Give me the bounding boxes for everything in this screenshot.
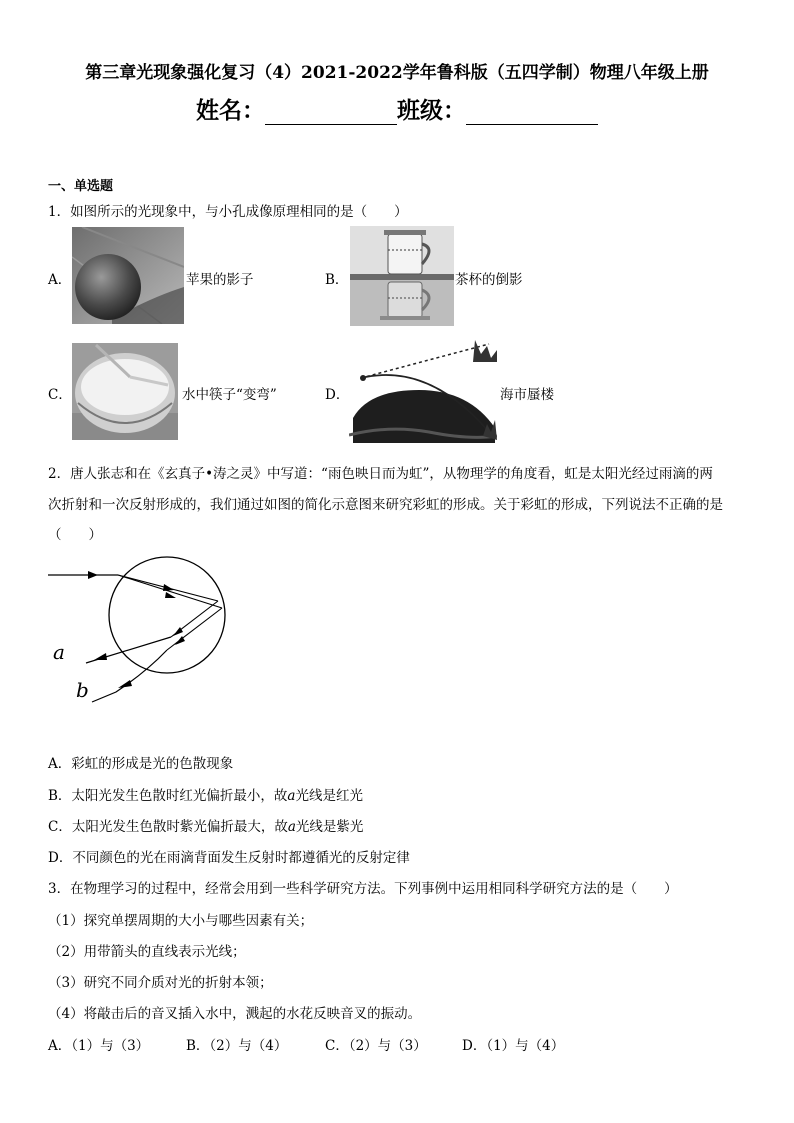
apple-shadow-photo <box>72 227 184 324</box>
q2-option-b-pre: B．太阳光发生色散时红光偏折最小，故 <box>48 788 288 804</box>
incident-ray-arrow <box>88 571 98 579</box>
name-class-line <box>0 92 794 125</box>
teacup-reflection-photo <box>350 226 454 326</box>
q1-option-c-letter: C． <box>48 387 72 403</box>
raindrop-diagram <box>46 552 246 708</box>
q2-option-b-post: 光线是红光 <box>295 788 363 804</box>
q3-item-4: （4）将敲击后的音叉插入水中，溅起的水花反映音叉的振动。 <box>48 1006 422 1022</box>
refracted-arrow-1 <box>163 584 174 591</box>
q1-option-c-caption: 水中筷子“变弯” <box>182 387 277 403</box>
document-title: 第三章光现象强化复习（4）2021-2022学年鲁科版（五四学制）物理八年级上册 <box>85 63 709 83</box>
name-blank[interactable] <box>265 102 397 125</box>
name-label: 姓名： <box>196 97 265 124</box>
q1-option-a-caption: 苹果的影子 <box>186 272 254 288</box>
mirage-diagram <box>349 340 497 443</box>
raindrop-circle <box>109 557 225 673</box>
q1-option-b-letter: B． <box>325 272 349 288</box>
q2-stem-line1: 2．唐人张志和在《玄真子•涛之灵》中写道：“雨色映日而为虹”，从物理学的角度看，虹是太阳光经过雨滴的两 <box>48 466 713 482</box>
q1-option-a-letter: A． <box>48 272 72 288</box>
q3-option-d: D．（1）与（4） <box>462 1038 565 1054</box>
q2-option-c <box>48 815 363 835</box>
q2-option-d: D．不同颜色的光在雨滴背面发生反射时都遵循光的反射定律 <box>48 850 410 866</box>
q2-option-c-post: 光线是紫光 <box>295 819 364 835</box>
q2-option-b-var: a <box>287 788 296 804</box>
section-heading: 一、单选题 <box>48 179 114 194</box>
reflected-ray-lower <box>167 608 222 650</box>
exit-ray-a-arrow <box>94 653 107 660</box>
q3-option-c: C．（2）与（3） <box>325 1038 427 1054</box>
q3-item-3: （3）研究不同介质对光的折射本领； <box>48 975 273 991</box>
q3-item-2: （2）用带箭头的直线表示光线； <box>48 944 246 960</box>
exit-ray-b-arrow <box>118 680 132 688</box>
q1-stem: 1．如图所示的光现象中，与小孔成像原理相同的是（ ） <box>48 204 408 220</box>
q1-option-d-letter: D． <box>325 387 350 403</box>
q3-option-a: A．（1）与（3） <box>48 1038 150 1054</box>
q2-option-a: A．彩虹的形成是光的色散现象 <box>48 756 234 772</box>
q2-option-b <box>48 784 363 804</box>
class-blank[interactable] <box>466 102 598 125</box>
chopsticks-in-water-photo <box>72 343 178 440</box>
q2-stem-line2: 次折射和一次反射形成的，我们通过如图的简化示意图来研究彩虹的形成。关于彩虹的形成，下列说法不正确的是 <box>48 497 723 513</box>
q1-option-b-caption: 茶杯的倒影 <box>455 272 523 288</box>
q3-stem: 3．在物理学习的过程中，经常会用到一些科学研究方法。下列事例中运用相同科学研究方法的是（ ） <box>48 881 678 897</box>
refracted-ray-lower <box>118 575 222 608</box>
q2-option-c-pre: C．太阳光发生色散时紫光偏折最大，故 <box>48 819 288 835</box>
class-label: 班级： <box>397 97 466 124</box>
label-b: b <box>76 678 89 702</box>
label-a: a <box>53 640 65 664</box>
q3-item-1: （1）探究单摆周期的大小与哪些因素有关； <box>48 913 314 929</box>
q2-stem-line3: （ ） <box>48 527 102 543</box>
q3-option-b: B．（2）与（4） <box>186 1038 288 1054</box>
q1-option-d-caption: 海市蜃楼 <box>500 387 554 403</box>
q2-option-c-var: a <box>287 819 296 835</box>
